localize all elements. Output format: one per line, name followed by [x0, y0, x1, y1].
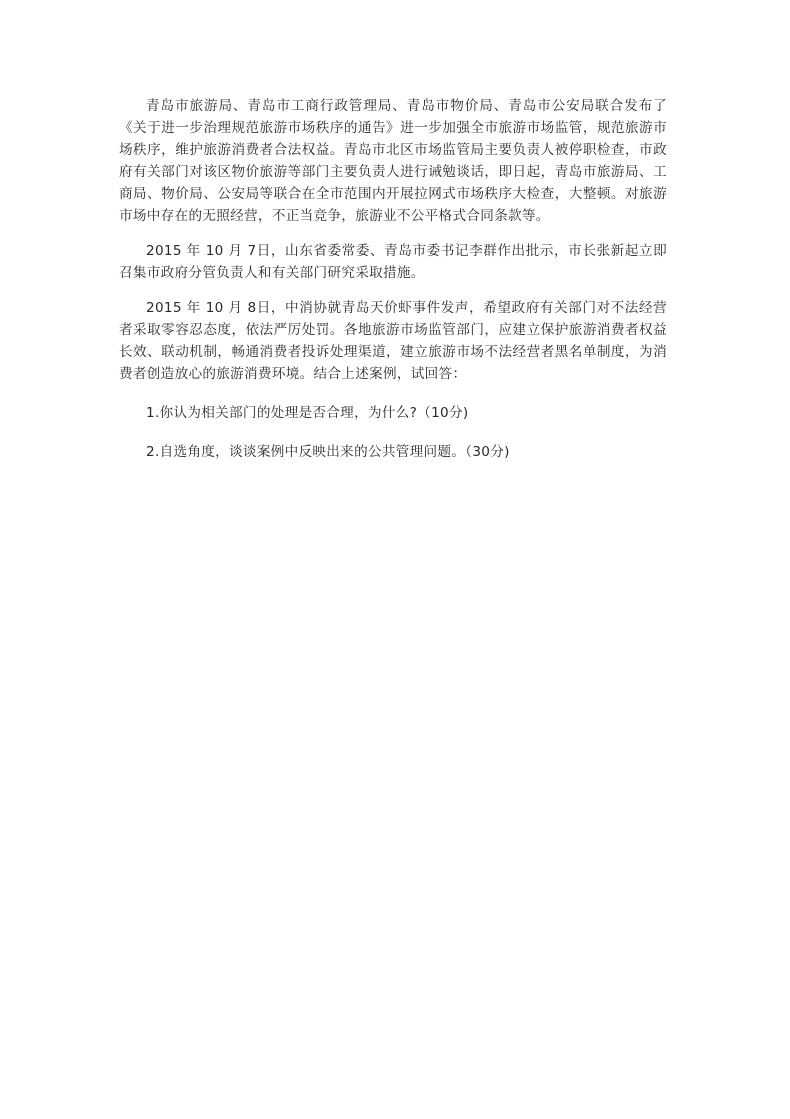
paragraph-oct-7: 2015 年 10 月 7日，山东省委常委、青岛市委书记李群作出批示，市长张新起立即召集市政府分管负责人和有关部门研究采取措施。 — [119, 243, 667, 281]
paragraph-intro: 青岛市旅游局、青岛市工商行政管理局、青岛市物价局、青岛市公安局联合发布了《关于进一步治理规范旅游市场秩序的通告》进一步加强全市旅游市场监管，规范旅游市场秩序，维护旅游消费者合法权益。青岛市北区市场监管局主要负责人被停职检查，市政府有关部门对该区物价旅游等部门主要负责人进行诫勉谈话，即日起，青岛市旅游局、工商局、物价局、公安局等联合在全市范围内开展拉网式市场秩序大检查，大整顿。对旅游市场中存在的无照经营，不正当竞争，旅游业不公平格式合同条款等。 — [119, 98, 667, 224]
question-1: 1.你认为相关部门的处理是否合理，为什么?（10分) — [146, 405, 469, 421]
question-2: 2.自选角度，谈谈案例中反映出来的公共管理问题。（30分) — [146, 444, 510, 460]
paragraph-spacer — [119, 284, 667, 297]
paragraph-oct-8: 2015 年 10 月 8日，中消协就青岛天价虾事件发声，希望政府有关部门对不法经营者采取零容忍态度，依法严厉处罚。各地旅游市场监管部门，应建立保护旅游消费者权益长效、联动机制，畅通消费者投诉处理渠道，建立旅游市场不法经营者黑名单制度，为消费者创造放心的旅游消费环境。结合上述案例，试回答： — [119, 300, 667, 382]
question-spacer — [119, 385, 667, 402]
document-body — [119, 95, 667, 463]
paragraph-spacer — [119, 227, 667, 240]
question-spacer — [119, 424, 667, 441]
